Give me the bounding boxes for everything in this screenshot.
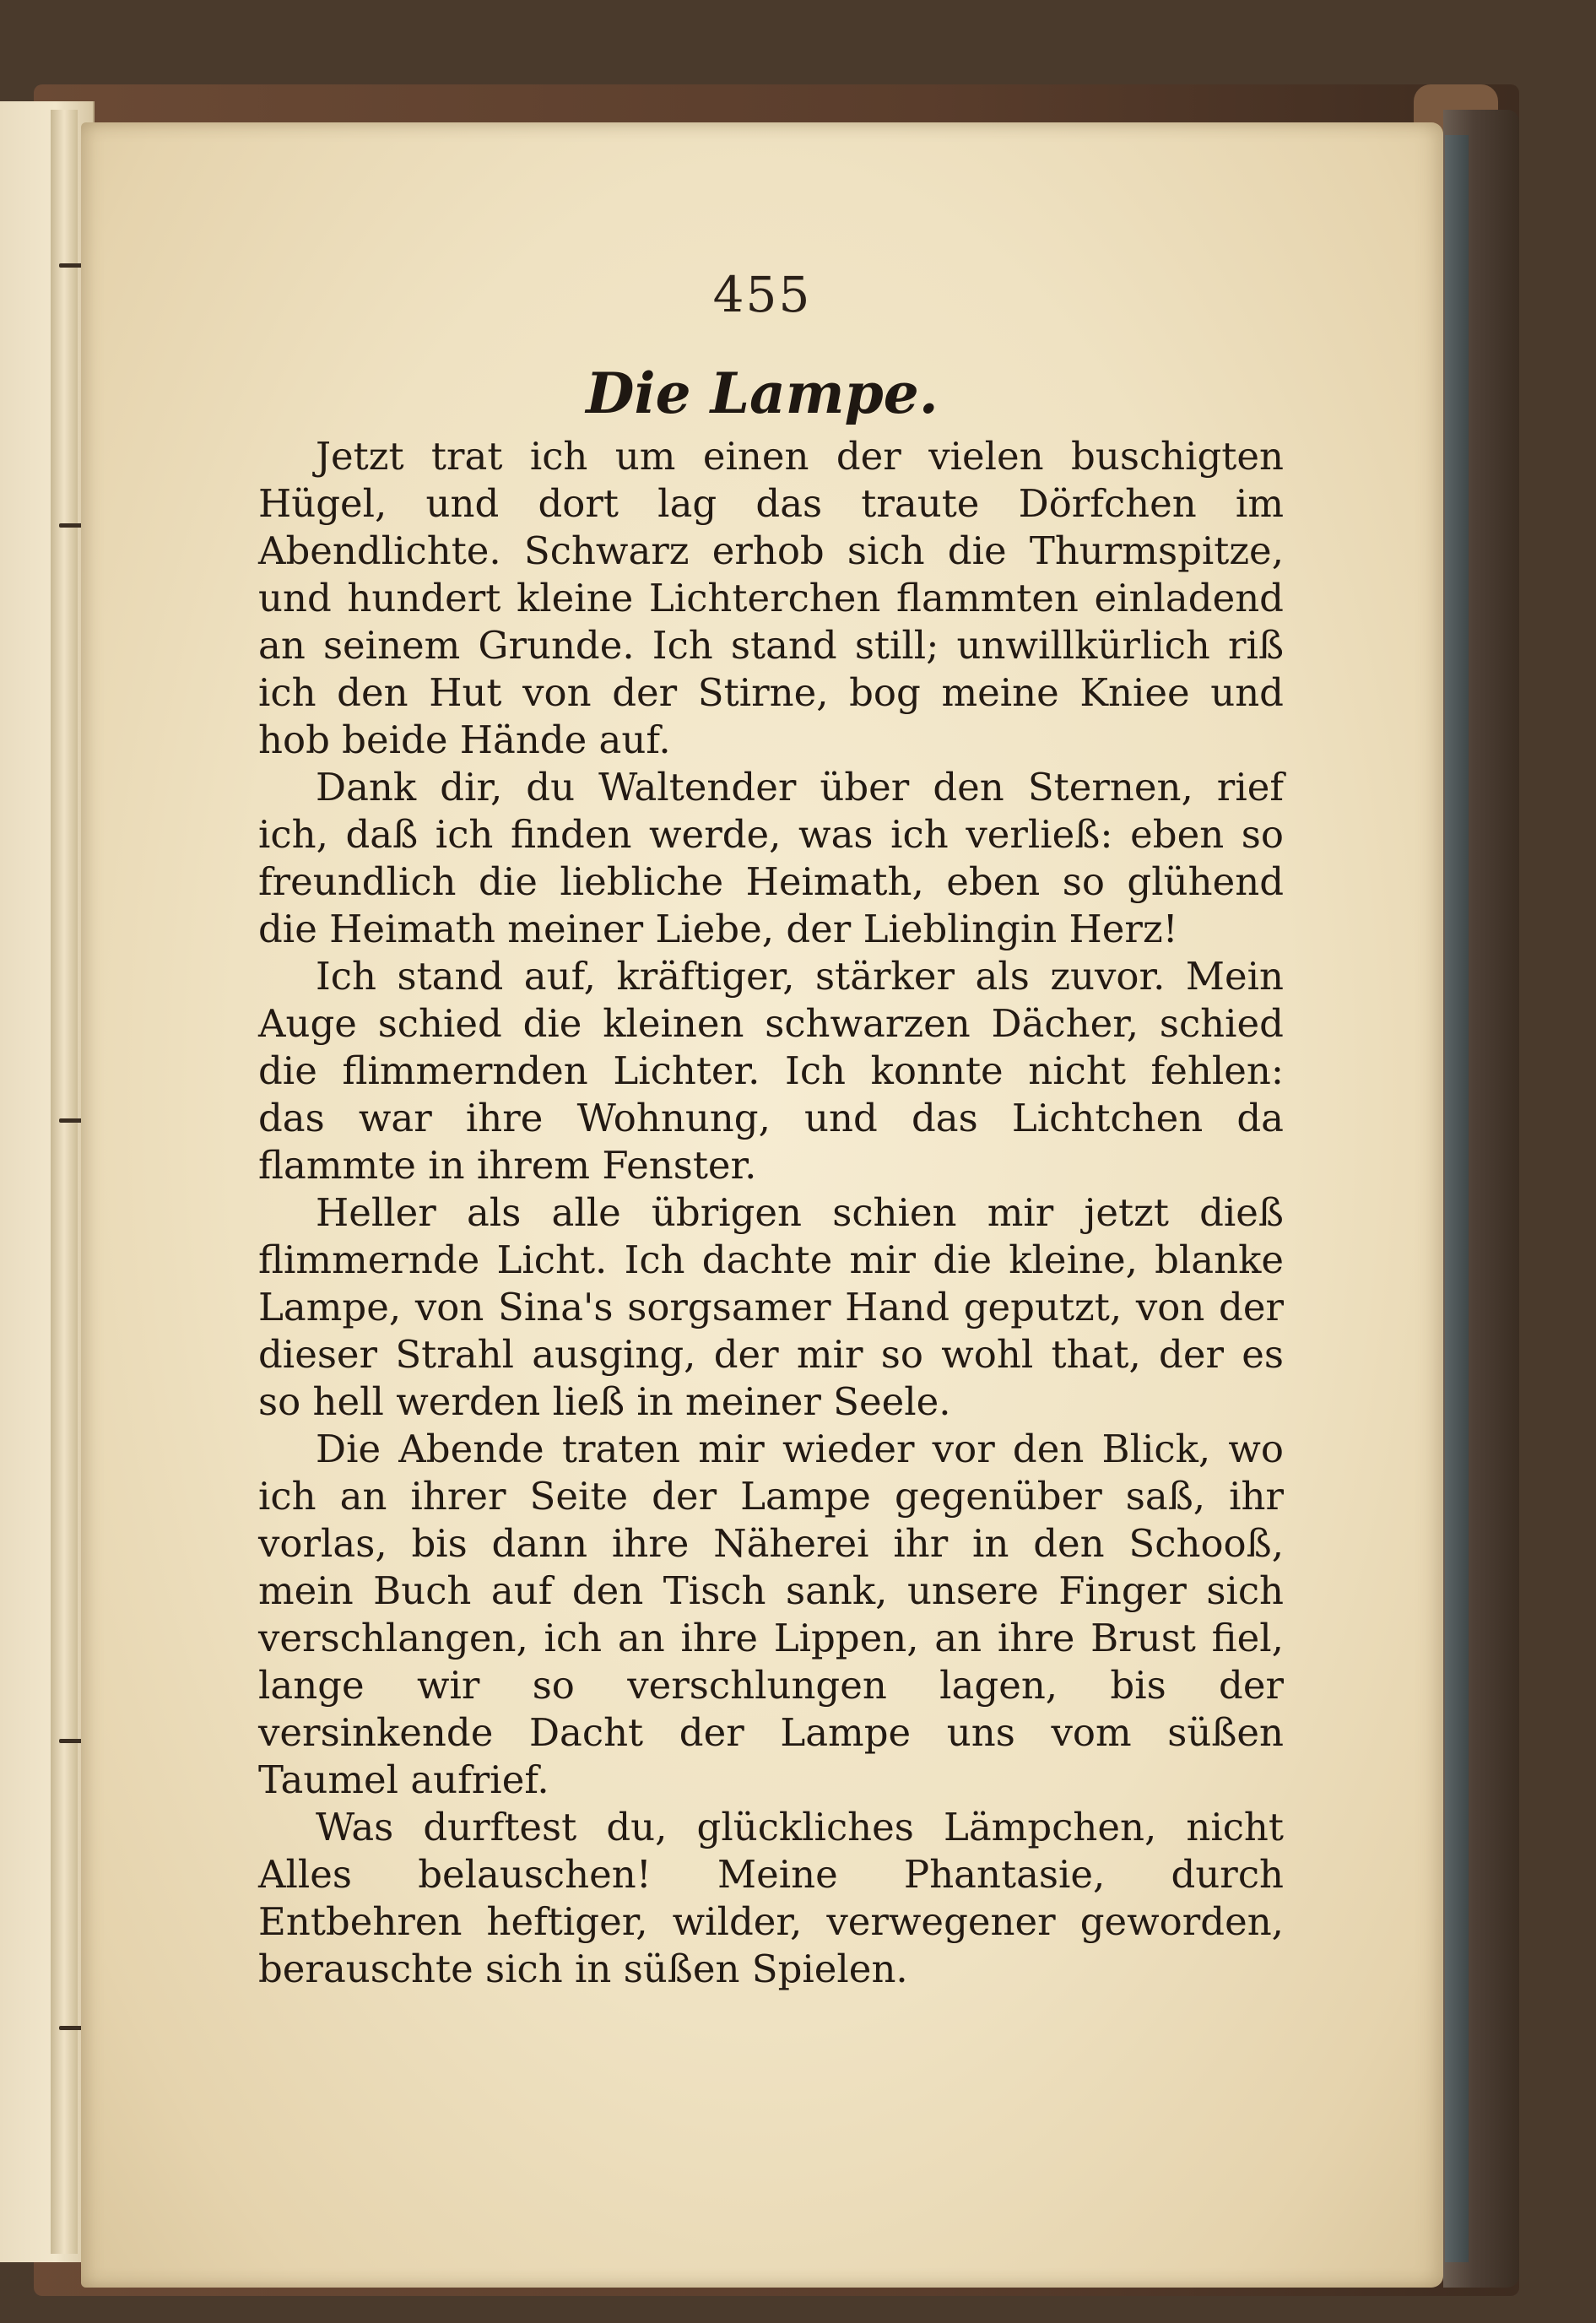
- page-block-edge: [1445, 135, 1469, 2262]
- body-text: [258, 433, 1284, 1993]
- binding-gutter: [51, 110, 78, 2254]
- chapter-heading: Die Lampe.: [586, 360, 939, 426]
- paragraph: Die Abende traten mir wieder vor den Blick, wo ich an ihrer Seite der Lampe gegenüber saß, ihr vorlas, bis dann ihre Näherei ihr in den Schooß, mein Buch auf den Tisch sank, unsere Finger sich verschlangen, ich an ihre Lippen, an ihre Brust fiel, lange wir so verschlungen lagen, bis der versinkende Dacht der Lampe uns vom süßen Taumel aufrief.: [258, 1427, 1284, 1802]
- page-number: 455: [712, 266, 812, 323]
- paragraph: Heller als alle übrigen schien mir jetzt dieß flimmernde Licht. Ich dachte mir die kleine, blanke Lampe, von Sina's sorgsamer Hand geputzt, von der dieser Strahl ausging, der mir so wohl that, der es so hell werden ließ in meiner Seele.: [258, 1190, 1284, 1424]
- paragraph: Ich stand auf, kräftiger, stärker als zuvor. Mein Auge schied die kleinen schwarzen Dächer, schied die flimmernden Lichter. Ich konnte nicht fehlen: das war ihre Wohnung, und das Lichtchen da flammte in ihrem Fenster.: [258, 954, 1284, 1188]
- paragraph: Dank dir, du Waltender über den Sternen, rief ich, daß ich finden werde, was ich verließ: eben so freundlich die liebliche Heimath, eben so glühend die Heimath meiner Liebe, der Lieblingin Herz!: [258, 765, 1284, 951]
- book-page: [81, 122, 1443, 2288]
- paragraph: Jetzt trat ich um einen der vielen buschigten Hügel, und dort lag das traute Dörfchen im Abendlichte. Schwarz erhob sich die Thurmspitze, und hundert kleine Lichterchen flammten einladend an seinem Grunde. Ich stand still; unwillkürlich riß ich den Hut von der Stirne, bog meine Kniee und hob beide Hände auf.: [258, 434, 1284, 762]
- paragraph: Was durftest du, glückliches Lämpchen, nicht Alles belauschen! Meine Phantasie, durch Entbehren heftiger, wilder, verwegener geworden, berauschte sich in süßen Spielen.: [258, 1805, 1284, 1991]
